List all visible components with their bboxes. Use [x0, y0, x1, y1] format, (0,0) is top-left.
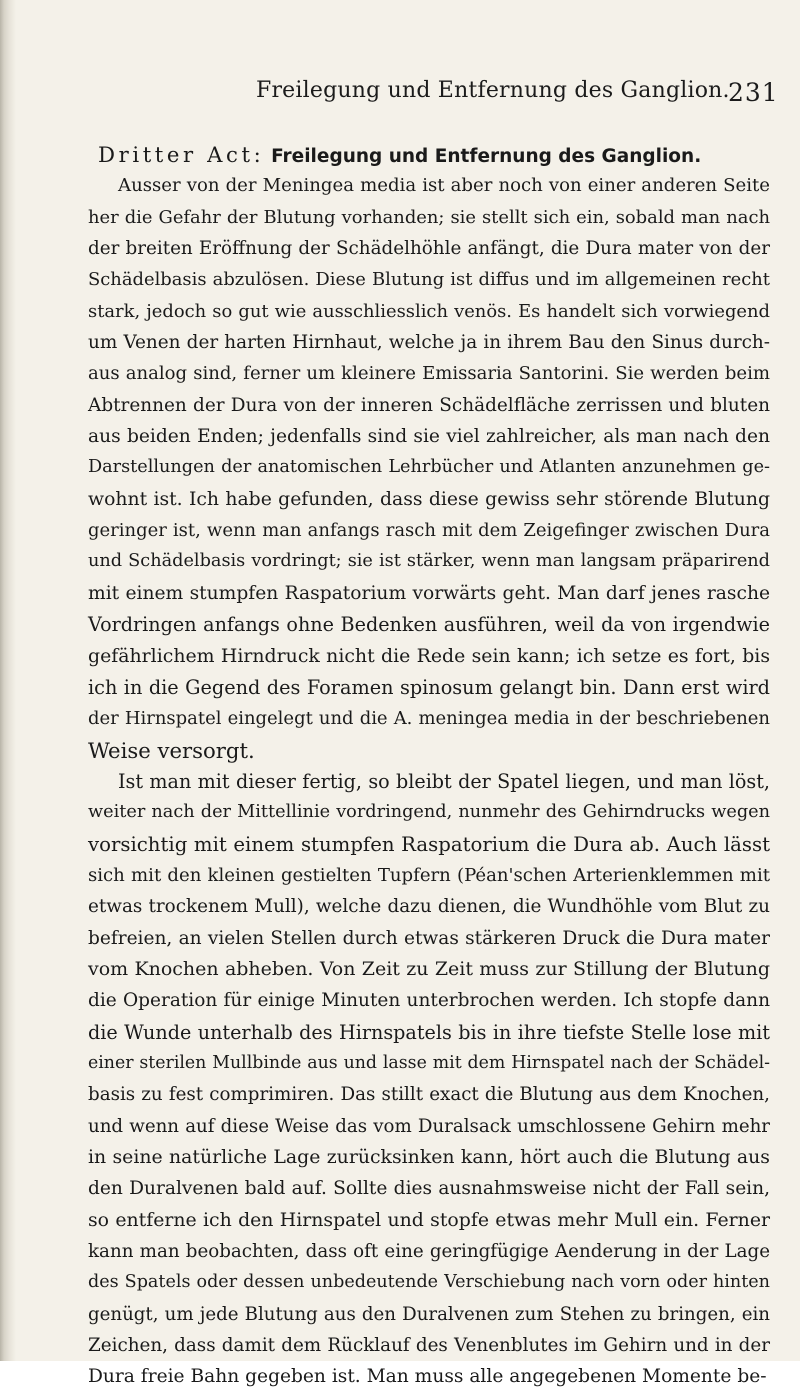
- text-line: befreien, an vielen Stellen durch etwas stärkeren Druck die Dura mater: [88, 927, 770, 949]
- page-number: 231: [728, 78, 779, 107]
- text-line: und Schädelbasis vordringt; sie ist stärker, wenn man langsam präparirend: [88, 551, 770, 572]
- text-line: aus analog sind, ferner um kleinere Emissaria Santorini. Sie werden beim: [88, 363, 770, 385]
- text-line: Ist man mit dieser fertig, so bleibt der Spatel liegen, und man löst,: [118, 769, 770, 793]
- section-title: Freilegung und Entfernung des Ganglion.: [271, 146, 702, 167]
- text-line: Vordringen anfangs ohne Bedenken ausführen, weil da von irgendwie: [88, 613, 770, 637]
- text-line: den Duralvenen bald auf. Sollte dies ausnahmsweise nicht der Fall sein,: [88, 1178, 770, 1200]
- body-text: [88, 139, 770, 1393]
- text-line: in seine natürliche Lage zurücksinken kann, hört auch die Blutung aus: [88, 1146, 770, 1168]
- text-line: basis zu fest comprimiren. Das stillt exact die Blutung aus dem Knochen,: [88, 1084, 770, 1106]
- text-line: weiter nach der Mittellinie vordringend, nunmehr des Gehirndrucks wegen: [88, 802, 770, 823]
- text-line: vom Knochen abheben. Von Zeit zu Zeit muss zur Stillung der Blutung: [88, 957, 770, 980]
- text-line: Weise versorgt.: [88, 737, 255, 763]
- text-line: Dura freie Bahn gegeben ist. Man muss alle angegebenen Momente be-: [88, 1366, 767, 1388]
- text-line: Schädelbasis abzulösen. Diese Blutung ist diffus und im allgemeinen recht: [88, 269, 770, 291]
- text-line: die Wunde unterhalb des Hirnspatels bis in ihre tiefste Stelle lose mit: [88, 1020, 770, 1044]
- text-line: der breiten Eröffnung der Schädelhöhle anfängt, die Dura mater von der: [88, 238, 770, 260]
- text-line: Zeichen, dass damit dem Rücklauf des Venenblutes im Gehirn und in der: [88, 1335, 770, 1357]
- text-line: her die Gefahr der Blutung vorhanden; sie stellt sich ein, sobald man nach: [88, 206, 770, 228]
- text-line: geringer ist, wenn man anfangs rasch mit dem Zeigefinger zwischen Dura: [88, 520, 770, 542]
- text-line: wohnt ist. Ich habe gefunden, dass diese gewiss sehr störende Blutung: [88, 488, 770, 510]
- text-line: die Operation für einige Minuten unterbrochen werden. Ich stopfe dann: [88, 990, 770, 1012]
- text-line: kann man beobachten, dass oft eine geringfügige Aenderung in der Lage: [88, 1241, 770, 1263]
- text-line: einer sterilen Mullbinde aus und lasse mit dem Hirnspatel nach der Schädel-: [88, 1052, 770, 1073]
- text-line: stark, jedoch so gut wie ausschliesslich venös. Es handelt sich vorwiegend: [88, 300, 770, 322]
- text-line: ich in die Gegend des Foramen spinosum gelangt bin. Dann erst wird: [88, 675, 770, 699]
- page-gutter-shadow: [0, 0, 16, 1361]
- text-line: sich mit den kleinen gestielten Tupfern (Péan'schen Arterienklemmen mit: [88, 864, 770, 886]
- text-line: und wenn auf diese Weise das vom Duralsack umschlossene Gehirn mehr: [88, 1115, 770, 1137]
- text-line: Ausser von der Meningea media ist aber noch von einer anderen Seite: [118, 175, 770, 197]
- paragraph: [88, 766, 770, 1393]
- text-line: gefährlichem Hirndruck nicht die Rede sein kann; ich setze es fort, bis: [88, 644, 770, 667]
- text-line: der Hirnspatel eingelegt und die A. meningea media in der beschriebenen: [88, 708, 770, 730]
- paragraph-container: [88, 170, 770, 1392]
- text-line: Abtrennen der Dura von der inneren Schädelfläche zerrissen und bluten: [88, 394, 770, 416]
- paragraph: [88, 170, 770, 766]
- text-line: des Spatels oder dessen unbedeutende Verschiebung nach vorn oder hinten: [88, 1272, 770, 1293]
- text-line: mit einem stumpfen Raspatorium vorwärts geht. Man darf jenes rasche: [88, 582, 770, 604]
- running-head: Freilegung und Entfernung des Ganglion.: [256, 78, 730, 103]
- text-line: genügt, um jede Blutung aus den Duralvenen zum Stehen zu bringen, ein: [88, 1303, 770, 1325]
- page-header: [0, 78, 800, 118]
- text-line: vorsichtig mit einem stumpfen Raspatorium die Dura ab. Auch lässt: [88, 832, 770, 856]
- text-line: aus beiden Enden; jedenfalls sind sie viel zahlreicher, als man nach den: [88, 426, 770, 448]
- text-line: so entferne ich den Hirnspatel und stopfe etwas mehr Mull ein. Ferner: [88, 1208, 770, 1231]
- text-line: etwas trockenem Mull), welche dazu dienen, die Wundhöhle vom Blut zu: [88, 896, 770, 918]
- text-line: Darstellungen der anatomischen Lehrbücher und Atlanten anzunehmen ge-: [88, 457, 770, 478]
- text-line: um Venen der harten Hirnhaut, welche ja in ihrem Bau den Sinus durch-: [88, 332, 770, 354]
- section-label: Dritter Act:: [98, 142, 265, 167]
- section-heading: [88, 139, 770, 170]
